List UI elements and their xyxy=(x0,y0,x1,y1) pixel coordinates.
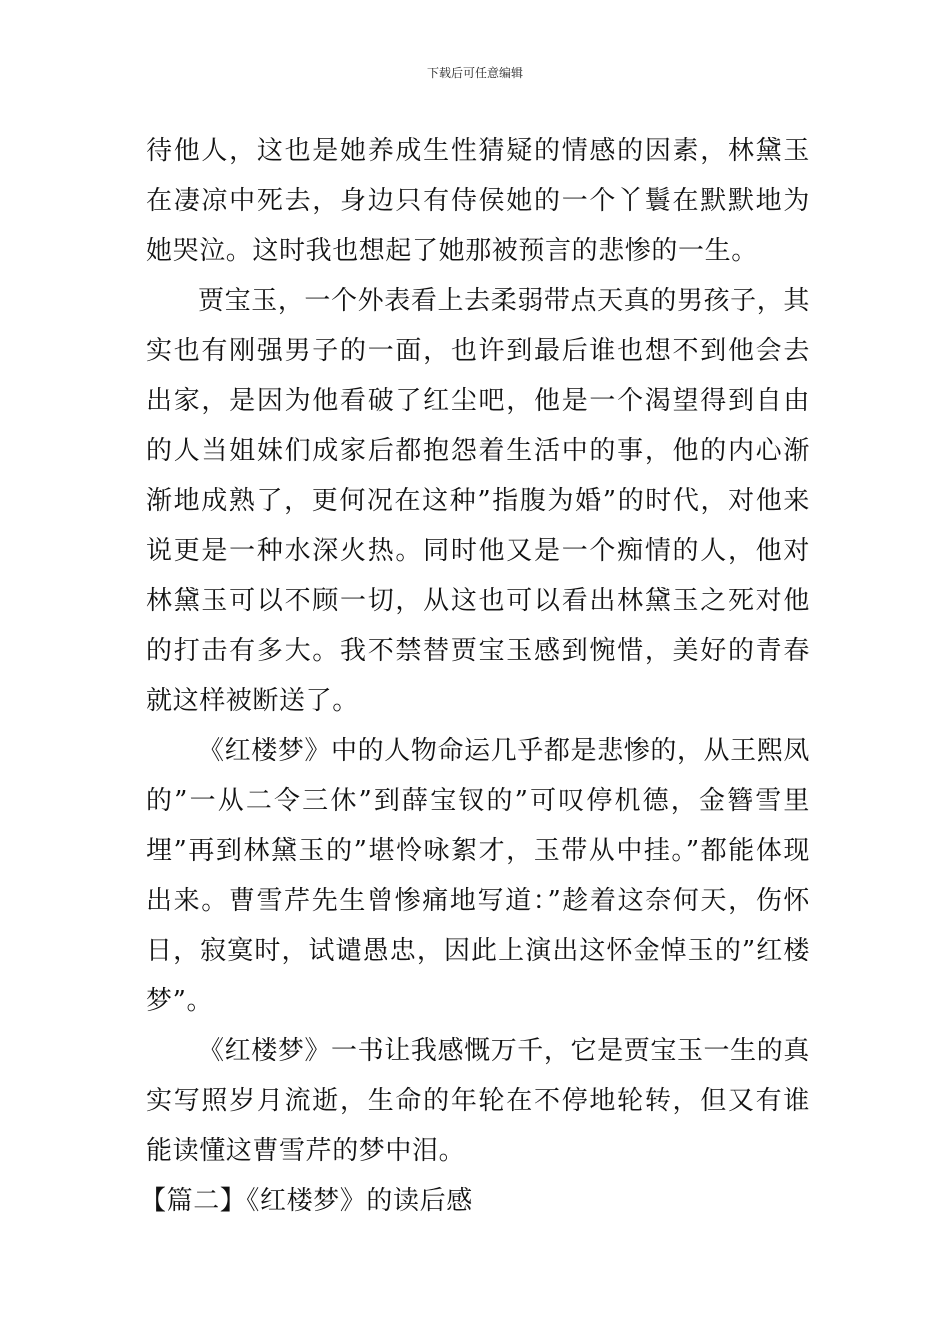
document-body xyxy=(140,126,810,1226)
paragraph-4: 《红楼梦》一书让我感慨万千，它是贾宝玉一生的真实写照岁月流逝，生命的年轮在不停地轮转，但又有谁能读懂这曹雪芹的梦中泪。 xyxy=(146,1036,810,1166)
paragraph-3: 《红楼梦》中的人物命运几乎都是悲惨的，从王熙凤的”一从二令三休”到薛宝钗的”可叹停机德，金簪雪里埋”再到林黛玉的”堪怜咏絮才，玉带从中挂。”都能体现出来。曹雪芹先生曾惨痛地写道：”趁着这奈何天，伤怀日，寂寞时，试谴愚忠，因此上演出这怀金悼玉的”红楼梦”。 xyxy=(146,736,810,1016)
page-header: 下载后可任意编辑 xyxy=(426,66,523,80)
paragraph-2: 贾宝玉，一个外表看上去柔弱带点天真的男孩子，其实也有刚强男子的一面，也许到最后谁也想不到他会去出家，是因为他看破了红尘吧，他是一个渴望得到自由的人当姐妹们成家后都抱怨着生活中的事，他的内心渐渐地成熟了，更何况在这种”指腹为婚”的时代，对他来说更是一种水深火热。同时他又是一个痴情的人，他对林黛玉可以不顾一切，从这也可以看出林黛玉之死对他的打击有多大。我不禁替贾宝玉感到惋惜，美好的青春就这样被断送了。 xyxy=(146,286,810,716)
paragraph-1: 待他人，这也是她养成生性猜疑的情感的因素，林黛玉在凄凉中死去，身边只有侍侯她的一个丫鬟在默默地为她哭泣。这时我也想起了她那被预言的悲惨的一生。 xyxy=(146,136,810,266)
section-heading: 【篇二】《红楼梦》的读后感 xyxy=(140,1186,473,1216)
